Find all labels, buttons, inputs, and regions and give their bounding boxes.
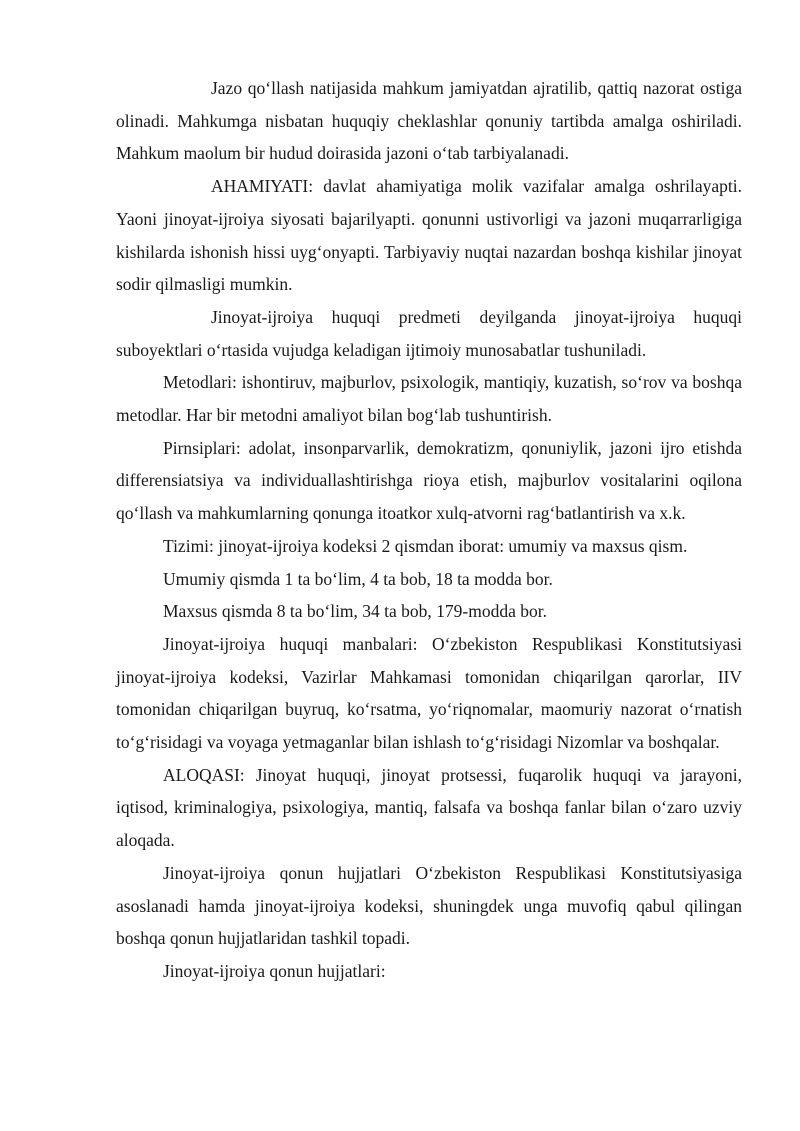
paragraph-significance: AHAMIYATI: davlat ahamiyatiga molik vazifalar amalga oshrilayapti. Yaoni jinoyat-ijroiya siyosati bajarilyapti. qonunni ustivorligi va jazoni muqarrarligiga kishilarda ishonish hissi uyg‘onyapti. Tarbiyaviy nuqtai nazardan boshqa kishilar jinoyat sodir qilmasligi mumkin. (116, 176, 742, 295)
document-page (116, 72, 742, 988)
paragraph-sources: Jinoyat-ijroiya huquqi manbalari: O‘zbekiston Respublikasi Konstitutsiyasi jinoyat-ijroiya kodeksi, Vazirlar Mahkamasi tomonidan chiqarilgan qarorlar, IIV tomonidan chiqarilgan buyruq, ko‘rsatma, yo‘riqnomalar, maomuriy nazorat o‘rnatish to‘g‘risidagi va voyaga yetmaganlar bilan ishlash to‘g‘risidagi Nizomlar va boshqalar. (116, 633, 742, 753)
paragraph-general-part: Umumiy qismda 1 ta bo‘lim, 4 ta bob, 18 ta modda bor. (163, 568, 553, 589)
paragraph-subject: Jinoyat-ijroiya huquqi predmeti deyilganda jinoyat-ijroiya huquqi suboyektlari o‘rtasida vujudga keladigan ijtimoiy munosabatlar tushuniladi. (116, 306, 742, 360)
paragraph-special-part: Maxsus qismda 8 ta bo‘lim, 34 ta bob, 179-modda bor. (163, 601, 547, 622)
paragraph-methods: Metodlari: ishontiruv, majburlov, psixologik, mantiqiy, kuzatish, so‘rov va boshqa metodlar. Har bir metodni amaliyot bilan bog‘lab tushuntirish. (116, 372, 742, 426)
paragraph-legislation-heading: Jinoyat-ijroiya qonun hujjatlari: (163, 960, 386, 981)
paragraph-connections: ALOQASI: Jinoyat huquqi, jinoyat protsessi, fuqarolik huquqi va jarayoni, iqtisod, kriminalogiya, psixologiya, mantiq, falsafa va boshqa fanlar bilan o‘zaro uzviy aloqada. (116, 764, 742, 851)
paragraph-legislation-basis: Jinoyat-ijroiya qonun hujjatlari O‘zbekiston Respublikasi Konstitutsiyasiga asoslanadi hamda jinoyat-ijroiya kodeksi, shuningdek unga muvofiq qabul qilingan boshqa qonun hujjatlaridan tashkil topadi. (116, 862, 742, 949)
paragraph-principles: Pirnsiplari: adolat, insonparvarlik, demokratizm, qonuniylik, jazoni ijro etishda differensiatsiya va individuallashtirishga rioya etish, majburlov vositalarini oqilona qo‘llash va mahkumlarning qonunga itoatkor xulq-atvorni rag‘batlantirish va x.k. (116, 437, 742, 524)
paragraph-system: Tizimi: jinoyat-ijroiya kodeksi 2 qismdan iborat: umumiy va maxsus qism. (163, 535, 688, 556)
paragraph-punishment-effect: Jazo qo‘llash natijasida mahkum jamiyatdan ajratilib, qattiq nazorat ostiga olinadi. Mahkumga nisbatan huquqiy cheklashlar qonuniy tartibda amalga oshiriladi. Mahkum maolum bir hudud doirasida jazoni o‘tab tarbiyalanadi. (116, 78, 742, 164)
